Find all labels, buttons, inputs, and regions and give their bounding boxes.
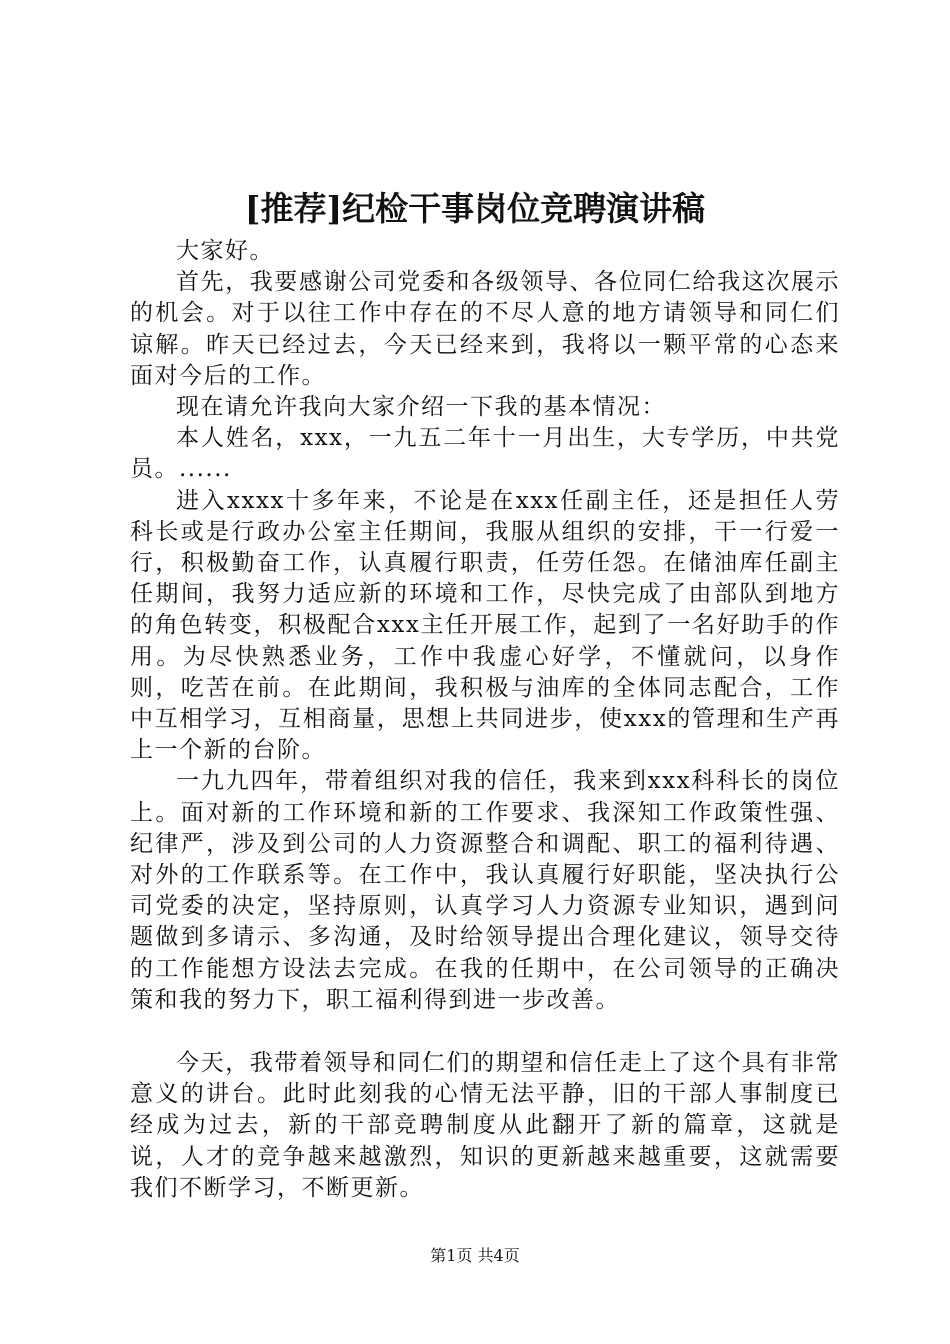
paragraph-today: 今天，我带着领导和同仁们的期望和信任走上了这个具有非常意义的讲台。此时此刻我的心情无法平静，旧的干部人事制度已经成为过去，新的干部竞聘制度从此翻开了新的篇章，这就是说，人才的竞争越来越激烈，知识的更新越来越重要，这就需要我们不断学习，不断更新。 [130,1050,840,1201]
paragraph-introduction: 现在请允许我向大家介绍一下我的基本情况： [176,394,666,421]
document-body [130,236,840,1204]
paragraph-work-history: 进入xxxx十多年来，不论是在xxx任副主任，还是担任人劳科长或是行政办公室主任期间，我服从组织的安排，干一行爱一行，积极勤奋工作，认真履行职责，任劳任怨。在储油库任副主任期间，我努力适应新的环境和工作，尽快完成了由部队到地方的角色转变，积极配合xxx主任开展工作，起到了一名好助手的作用。为尽快熟悉业务，工作中我虚心好学，不懂就问，以身作则，吃苦在前。在此期间，我积极与油库的全体同志配合，工作中互相学习，互相商量，思想上共同进步，使xxx的管理和生产再上一个新的台阶。 [130,487,840,764]
paragraph-basic-info: 本人姓名，xxx，一九五二年十一月出生，大专学历，中共党员。...... [130,425,840,483]
page-footer: 第1页 共4页 [430,1246,520,1265]
paragraph-1994-role: 一九九四年，带着组织对我的信任，我来到xxx科科长的岗位上。面对新的工作环境和新的工作要求、我深知工作政策性强、纪律严，涉及到公司的人力资源整合和调配、职工的福利待遇、对外的工作联系等。在工作中，我认真履行好职能，坚决执行公司党委的决定，坚持原则，认真学习人力资源专业知识，遇到问题做到多请示、多沟通，及时给领导提出合理化建议，领导交待的工作能想方设法去完成。在我的任期中，在公司领导的正确决策和我的努力下，职工福利得到进一步改善。 [130,768,840,1013]
paragraph-thanks: 首先，我要感谢公司党委和各级领导、各位同仁给我这次展示的机会。对于以往工作中存在的不尽人意的地方请领导和同仁们谅解。昨天已经过去，今天已经来到，我将以一颗平常的心态来面对今后的工作。 [130,269,840,389]
document-title: [推荐]纪检干事岗位竞聘演讲稿 [244,189,706,228]
paragraph-greeting: 大家好。 [176,238,274,264]
